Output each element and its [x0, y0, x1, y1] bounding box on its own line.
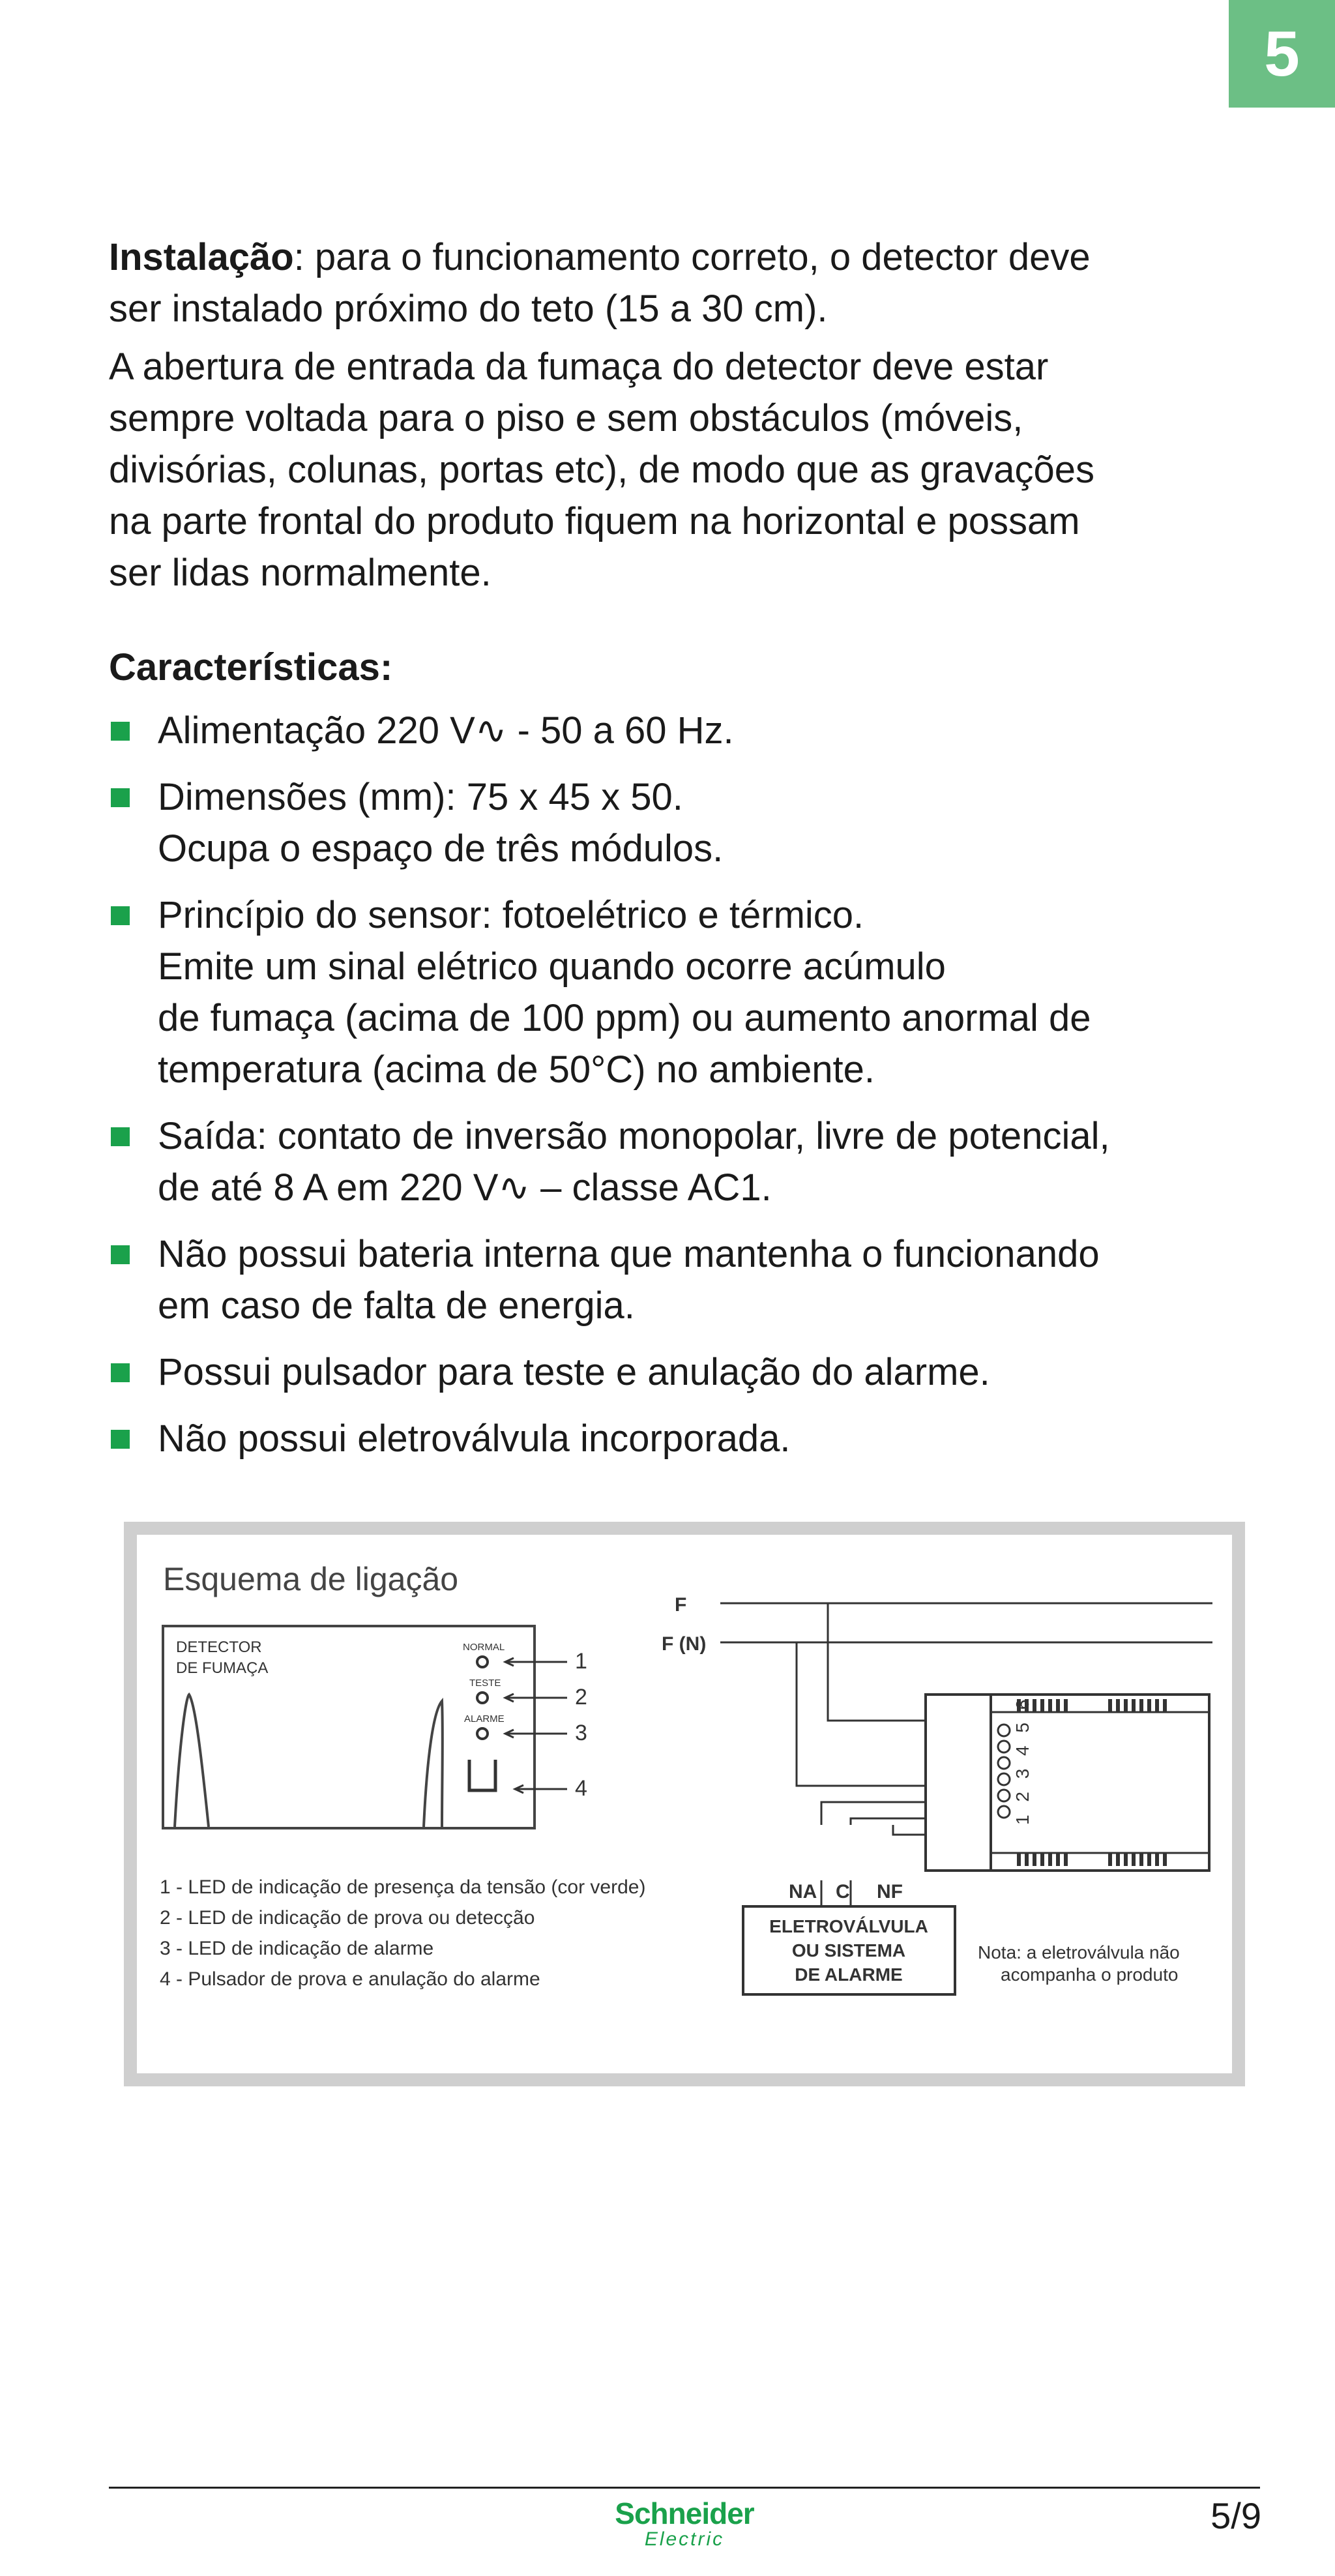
page-content [109, 231, 1243, 1479]
para-line: na parte frontal do produto fiquem na horizontal e possam [109, 500, 1080, 542]
square-bullet-icon [111, 788, 130, 807]
schneider-logo [606, 2497, 763, 2549]
footer-divider [109, 2487, 1260, 2489]
callout-1: 1 [575, 1649, 587, 1674]
callout-arrows [505, 1658, 567, 1793]
valve-box-line-1: ELETROVÁLVULA [769, 1916, 928, 1936]
para-line: sempre voltada para o piso e sem obstáculos (móveis, [109, 397, 1023, 439]
diagram-title: Esquema de ligação [163, 1561, 459, 1597]
smoke-inlet-paragraph [109, 341, 1243, 599]
detector-label-1: DETECTOR [176, 1638, 262, 1656]
feature-item [109, 1413, 1243, 1464]
feature-line: Não possui bateria interna que mantenha o funcionando [158, 1233, 1100, 1275]
para-line: divisórias, colunas, portas etc), de modo que as gravações [109, 449, 1095, 491]
wiring-diagram [124, 1522, 1245, 2086]
detector-opening-left [175, 1695, 209, 1827]
led-alarme-icon [477, 1728, 488, 1739]
square-bullet-icon [111, 1363, 130, 1382]
terminal-numbers: 1 2 3 4 5 6 [1012, 1695, 1033, 1825]
feature-item [109, 1346, 1243, 1398]
terminal-screws [998, 1725, 1010, 1818]
installation-paragraph [109, 231, 1243, 334]
feature-line: Dimensões (mm): 75 x 45 x 50. [158, 776, 683, 818]
note-line-2: acompanha o produto [1001, 1964, 1179, 1985]
para-line: A abertura de entrada da fumaça do detector deve estar [109, 346, 1049, 388]
feature-item [109, 771, 1243, 874]
led-normal-label: NORMAL [463, 1642, 505, 1653]
wiring-diagram-svg [137, 1535, 1232, 2073]
callout-3: 3 [575, 1721, 587, 1745]
square-bullet-icon [111, 1430, 130, 1449]
page-number: 5/9 [1210, 2495, 1261, 2536]
line-f-label: F [675, 1594, 687, 1616]
feature-line: temperatura (acima de 50°C) no ambiente. [158, 1048, 875, 1091]
features-list [109, 705, 1243, 1464]
feature-line: em caso de falta de energia. [158, 1284, 635, 1327]
legend-line-3: 3 - LED de indicação de alarme [160, 1938, 434, 1959]
feature-item [109, 1228, 1243, 1331]
feature-line: Não possui eletroválvula incorporada. [158, 1417, 791, 1460]
led-teste-label: TESTE [469, 1678, 501, 1689]
logo-brand-sub: Electric [644, 2528, 725, 2550]
installation-heading: Instalação [109, 236, 294, 278]
feature-line: Possui pulsador para teste e anulação do alarme. [158, 1351, 990, 1393]
led-alarme-label: ALARME [464, 1713, 505, 1725]
led-teste-icon [477, 1693, 488, 1703]
wiring-diagram-panel [137, 1535, 1232, 2073]
feature-line: Emite um sinal elétrico quando ocorre acúmulo [158, 945, 946, 988]
feature-item [109, 705, 1243, 756]
legend-line-2: 2 - LED de indicação de prova ou detecção [160, 1907, 535, 1929]
installation-text-2: ser instalado próximo do teto (15 a 30 cm). [109, 288, 828, 330]
valve-box-line-3: DE ALARME [795, 1964, 903, 1985]
line-fn-label: F (N) [662, 1633, 707, 1655]
section-tab: 5 [1229, 0, 1335, 108]
legend-line-4: 4 - Pulsador de prova e anulação do alarme [160, 1968, 540, 1990]
callout-2: 2 [575, 1685, 587, 1710]
contact-c-label: C [836, 1881, 850, 1902]
valve-box-line-2: OU SISTEMA [791, 1940, 906, 1961]
note-line-1: Nota: a eletroválvula não [978, 1942, 1180, 1962]
square-bullet-icon [111, 1245, 130, 1264]
para-line: ser lidas normalmente. [109, 552, 491, 594]
feature-line: de fumaça (acima de 100 ppm) ou aumento anormal de [158, 997, 1091, 1039]
detector-box [163, 1626, 535, 1828]
square-bullet-icon [111, 906, 130, 925]
detector-label-2: DE FUMAÇA [176, 1659, 269, 1677]
feature-line: Princípio do sensor: fotoelétrico e térmico. [158, 894, 864, 936]
feature-item [109, 1110, 1243, 1213]
feature-line: Alimentação 220 V∿ - 50 a 60 Hz. [158, 709, 734, 752]
led-normal-icon [477, 1657, 488, 1667]
features-heading: Características: [109, 646, 393, 688]
square-bullet-icon [111, 722, 130, 741]
detector-opening-right [424, 1701, 443, 1827]
feature-line: de até 8 A em 220 V∿ – classe AC1. [158, 1166, 772, 1209]
feature-line: Saída: contato de inversão monopolar, livre de potencial, [158, 1115, 1110, 1157]
wiring-lines [797, 1603, 926, 1835]
module-left-block [926, 1695, 991, 1871]
contact-na-label: NA [789, 1881, 817, 1902]
installation-text-1: : para o funcionamento correto, o detector deve [293, 236, 1091, 278]
logo-brand: Schneider [615, 2496, 754, 2530]
feature-item [109, 889, 1243, 1095]
square-bullet-icon [111, 1127, 130, 1146]
contact-nf-label: NF [877, 1881, 903, 1902]
legend-line-1: 1 - LED de indicação de presença da tensão (cor verde) [160, 1876, 646, 1898]
feature-line: Ocupa o espaço de três módulos. [158, 827, 724, 870]
test-button-icon [469, 1760, 495, 1790]
callout-4: 4 [575, 1776, 587, 1801]
module-fins [1017, 1699, 1167, 1866]
